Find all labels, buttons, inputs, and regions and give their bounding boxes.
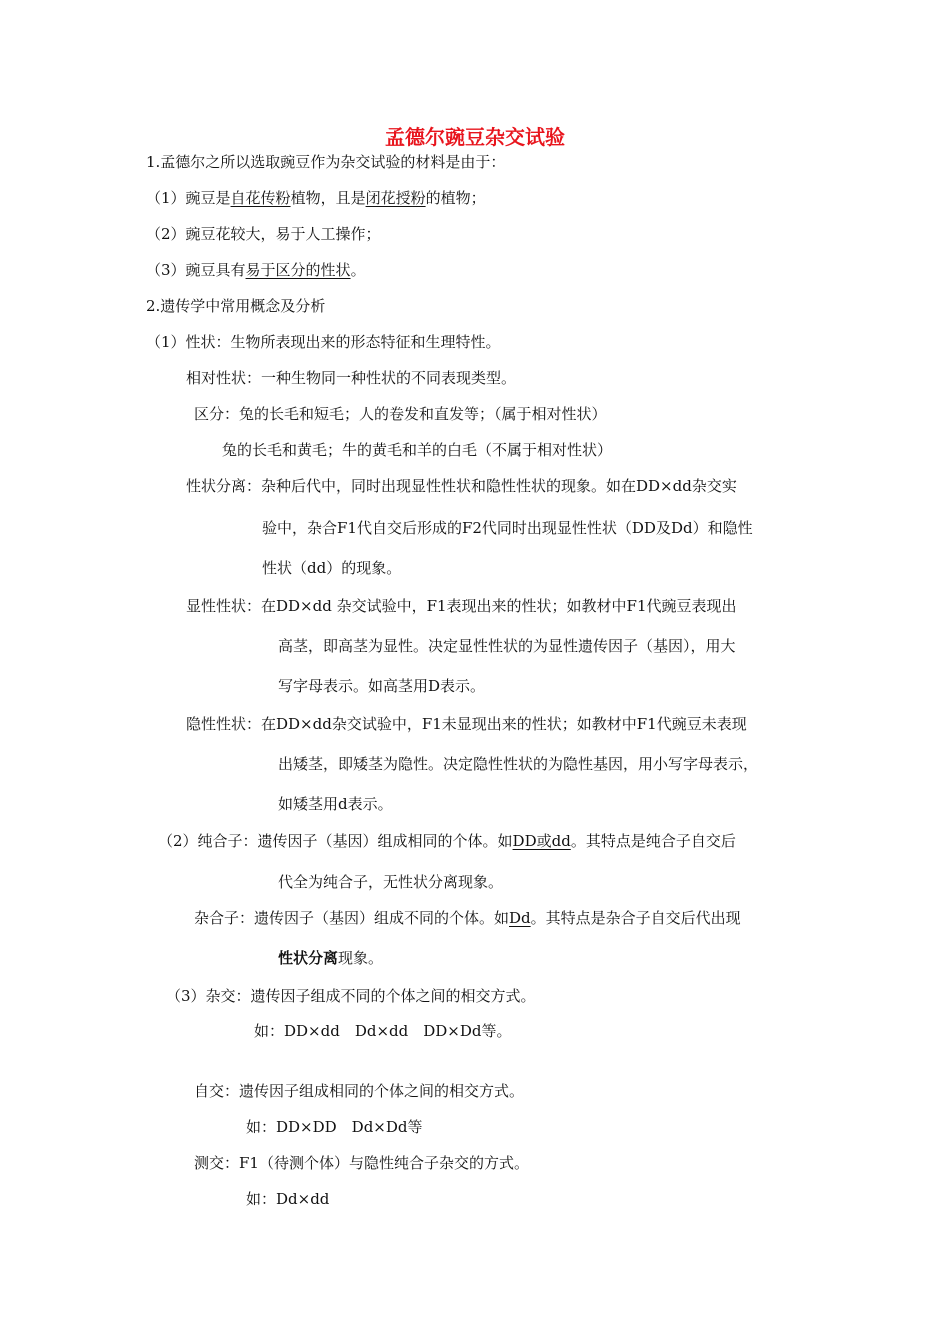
testcross-example: 如：Dd×dd [246, 1190, 330, 1208]
relative-trait-definition: 相对性状：一种生物同一种性状的不同表现类型。 [186, 369, 517, 387]
dominant-line-1: 显性性状：在DD×dd 杂交试验中，F1表现出来的性状；如教材中F1代豌豆表现出 [186, 597, 737, 615]
recessive-line-1: 隐性性状：在DD×dd杂交试验中，F1未显现出来的性状；如教材中F1代豌豆未表现 [186, 715, 747, 733]
closed-pollination-term: 闭花授粉 [365, 189, 426, 207]
segregation-line-2: 验中，杂合F1代自交后形成的F2代同时出现显性性状（DD及Dd）和隐性 [262, 519, 753, 537]
reason-1-text-c: 的植物； [425, 189, 486, 207]
section2-heading: 2.遗传学中常用概念及分析 [146, 297, 326, 315]
segregation-line-3: 性状（dd）的现象。 [262, 559, 402, 577]
reason-1-text-b: 植物，且是 [290, 189, 366, 207]
heterozygote-line-2 [278, 948, 383, 968]
distinguish-line-1: 区分：兔的长毛和短毛；人的卷发和直发等；（属于相对性状） [194, 405, 607, 423]
distinguish-line-2: 兔的长毛和黄毛；牛的黄毛和羊的白毛（不属于相对性状） [222, 441, 613, 459]
dominant-line-3: 写字母表示。如高茎用D表示。 [278, 677, 486, 695]
reason-2: （2）豌豆花较大，易于人工操作； [146, 225, 381, 243]
recessive-line-3: 如矮茎用d表示。 [278, 795, 393, 813]
segregation-line-1: 性状分离：杂种后代中，同时出现显性性状和隐性性状的现象。如在DD×dd杂交实 [186, 477, 737, 495]
heterozygote-line-1 [194, 908, 741, 928]
reason-3-text-b: 。 [350, 261, 366, 279]
homozygote-line-1 [158, 831, 736, 851]
self-pollination-term: 自花传粉 [230, 189, 291, 207]
section1-heading: 1.孟德尔之所以选取豌豆作为杂交试验的材料是由于： [146, 153, 506, 171]
heterozygote-example: Dd [509, 909, 531, 927]
homozygote-text-a: （2）纯合子：遗传因子（基因）组成相同的个体。如 [158, 832, 513, 850]
heterozygote-text-a: 杂合子：遗传因子（基因）组成不同的个体。如 [194, 909, 510, 927]
reason-1 [146, 188, 486, 208]
homozygote-example: DD或dd [512, 832, 571, 850]
cross-example: 如：DD×dd Dd×dd DD×Dd等。 [254, 1022, 512, 1040]
segregation-bold-term: 性状分离 [278, 949, 339, 967]
reason-3 [146, 260, 366, 280]
homozygote-line-2: 代全为纯合子，无性状分离现象。 [278, 873, 504, 891]
heterozygote-text-c: 现象。 [338, 949, 384, 967]
selfing-definition: 自交：遗传因子组成相同的个体之间的相交方式。 [194, 1082, 525, 1100]
heterozygote-text-b: 。其特点是杂合子自交后代出现 [530, 909, 741, 927]
cross-definition: （3）杂交：遗传因子组成不同的个体之间的相交方式。 [166, 987, 536, 1005]
document-title: 孟德尔豌豆杂交试验 [385, 125, 565, 149]
reason-1-text-a: （1）豌豆是 [146, 189, 231, 207]
dominant-line-2: 高茎，即高茎为显性。决定显性性状的为显性遗传因子（基因），用大 [278, 637, 736, 655]
distinct-traits-term: 易于区分的性状 [245, 261, 351, 279]
reason-3-text-a: （3）豌豆具有 [146, 261, 246, 279]
selfing-example: 如：DD×DD Dd×Dd等 [246, 1118, 423, 1136]
recessive-line-2: 出矮茎，即矮茎为隐性。决定隐性性状的为隐性基因，用小写字母表示， [278, 755, 759, 773]
testcross-definition: 测交：F1（待测个体）与隐性纯合子杂交的方式。 [194, 1154, 529, 1172]
trait-definition: （1）性状：生物所表现出来的形态特征和生理特性。 [146, 333, 501, 351]
homozygote-text-b: 。其特点是纯合子自交后 [570, 832, 736, 850]
